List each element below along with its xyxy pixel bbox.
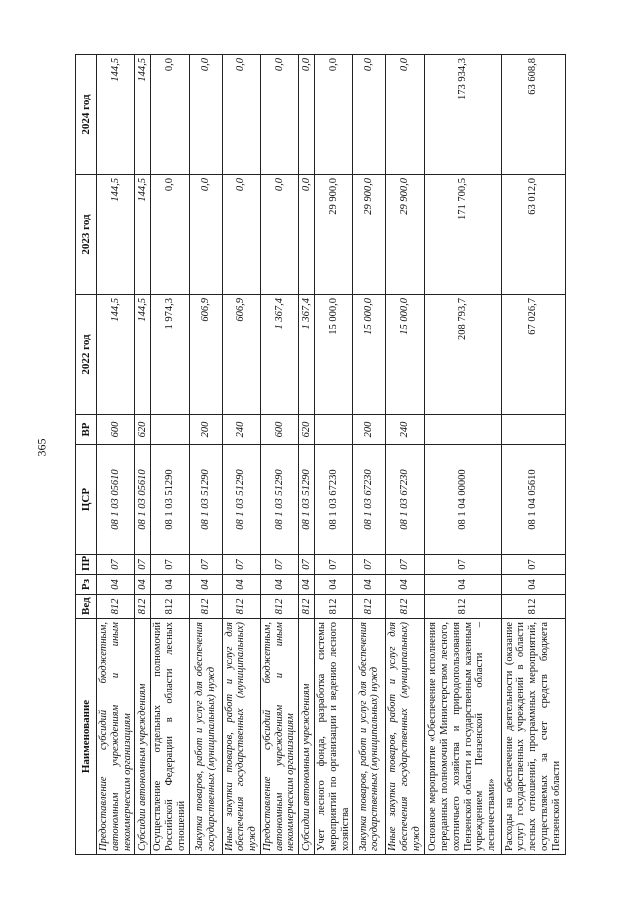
cell-ved: 812 [260,595,298,619]
cell-2023: 144,5 [97,175,135,295]
cell-2022: 144,5 [135,295,151,415]
cell-vr [424,415,501,445]
cell-vr [501,415,565,445]
cell-name: Закупка товаров, работ и услуг для обеспечения государственных (муниципальных) нужд [189,619,222,855]
cell-2024: 0,0 [299,55,315,175]
cell-2022: 15 000,0 [386,295,424,415]
header-2022: 2022 год [76,295,97,415]
cell-vr [151,415,189,445]
cell-pr: 07 [386,555,424,575]
cell-2023: 0,0 [151,175,189,295]
cell-ved: 812 [189,595,222,619]
cell-2022: 1 367,4 [299,295,315,415]
cell-vr: 240 [386,415,424,445]
cell-2023: 0,0 [299,175,315,295]
cell-2024: 0,0 [353,55,386,175]
cell-name: Предоставление субсидий бюджетным, автономным учреждениям и иным некоммерческим организациям [97,619,135,855]
cell-pr: 07 [222,555,260,575]
header-csr: ЦСР [76,445,97,555]
cell-vr: 620 [135,415,151,445]
cell-csr: 08 1 03 51290 [189,445,222,555]
cell-name: Закупка товаров, работ и услуг для обеспечения государственных (муниципальных) нужд [353,619,386,855]
cell-ved: 812 [386,595,424,619]
cell-ved: 812 [135,595,151,619]
cell-ved: 812 [299,595,315,619]
cell-2024: 144,5 [97,55,135,175]
cell-pr: 07 [353,555,386,575]
header-vr: ВР [76,415,97,445]
cell-2023: 29 900,0 [386,175,424,295]
cell-ved: 812 [353,595,386,619]
cell-2023: 63 012,0 [501,175,565,295]
cell-name: Субсидии автономным учреждениям [299,619,315,855]
cell-vr: 200 [353,415,386,445]
cell-name: Учет лесного фонда, разработка системы мероприятий по организации и ведению лесного хозяйства [315,619,353,855]
table-row [315,55,353,855]
cell-csr: 08 1 03 67230 [315,445,353,555]
cell-2024: 144,5 [135,55,151,175]
cell-csr: 08 1 04 00000 [424,445,501,555]
cell-2024: 0,0 [315,55,353,175]
cell-2023: 171 700,5 [424,175,501,295]
cell-name: Осуществление отдельных полномочий Российской Федерации в области лесных отношений [151,619,189,855]
cell-rz: 04 [501,575,565,595]
table-row [353,55,386,855]
cell-vr: 600 [97,415,135,445]
cell-2023: 0,0 [222,175,260,295]
budget-table [75,54,566,855]
header-rz: Рз [76,575,97,595]
cell-name: Предоставление субсидий бюджетным, автономным учреждениям и иным некоммерческим организациям [260,619,298,855]
cell-csr: 08 1 03 67230 [353,445,386,555]
cell-vr: 240 [222,415,260,445]
cell-rz: 04 [135,575,151,595]
cell-vr: 620 [299,415,315,445]
cell-pr: 07 [135,555,151,575]
cell-name: Иные закупки товаров, работ и услуг для обеспечения государственных (муниципальных) нужд [222,619,260,855]
cell-2022: 606,9 [189,295,222,415]
cell-rz: 04 [299,575,315,595]
cell-csr: 08 1 04 05610 [501,445,565,555]
cell-name: Субсидии автономным учреждениям [135,619,151,855]
cell-name: Расходы на обеспечение деятельности (оказание услуг) государственных учреждений в области лесных отношений, программных мероприятий, осуществляемых за счет средств бюджета Пензенской области [501,619,565,855]
cell-pr: 07 [315,555,353,575]
cell-csr: 08 1 03 05610 [97,445,135,555]
cell-ved: 812 [315,595,353,619]
cell-2022: 1 974,3 [151,295,189,415]
cell-csr: 08 1 03 51290 [299,445,315,555]
cell-vr: 200 [189,415,222,445]
table-row [501,55,565,855]
cell-ved: 812 [97,595,135,619]
table-row [189,55,222,855]
cell-2023: 144,5 [135,175,151,295]
table-row [260,55,298,855]
cell-pr: 07 [424,555,501,575]
cell-rz: 04 [260,575,298,595]
cell-csr: 08 1 03 67230 [386,445,424,555]
cell-rz: 04 [189,575,222,595]
table-row [424,55,501,855]
rotated-budget-table-container [75,55,562,855]
header-ved: Вед [76,595,97,619]
cell-pr: 07 [189,555,222,575]
cell-2022: 208 793,7 [424,295,501,415]
cell-ved: 812 [501,595,565,619]
cell-rz: 04 [424,575,501,595]
cell-name: Основное мероприятие «Обеспечение исполнения переданных полномочий Министерством лесного, охотничьего хозяйства и природопользования Пензенской области и государственным казенным учреждением Пензенской области – лесничествами» [424,619,501,855]
cell-2024: 63 608,8 [501,55,565,175]
cell-name: Иные закупки товаров, работ и услуг для обеспечения государственных (муниципальных) нужд [386,619,424,855]
cell-2022: 144,5 [97,295,135,415]
page-number: 365 [34,438,49,457]
cell-2022: 15 000,0 [353,295,386,415]
cell-csr: 08 1 03 05610 [135,445,151,555]
header-2023: 2023 год [76,175,97,295]
cell-vr: 600 [260,415,298,445]
cell-2022: 1 367,4 [260,295,298,415]
cell-2024: 0,0 [189,55,222,175]
cell-pr: 07 [151,555,189,575]
cell-pr: 07 [260,555,298,575]
cell-2024: 173 934,3 [424,55,501,175]
cell-csr: 08 1 03 51290 [222,445,260,555]
cell-2023: 0,0 [189,175,222,295]
cell-2022: 606,9 [222,295,260,415]
cell-2024: 0,0 [151,55,189,175]
cell-rz: 04 [386,575,424,595]
cell-rz: 04 [97,575,135,595]
header-name: Наименование [76,619,97,855]
table-row [135,55,151,855]
cell-2024: 0,0 [260,55,298,175]
cell-2022: 15 000,0 [315,295,353,415]
cell-vr [315,415,353,445]
table-row [386,55,424,855]
table-row [222,55,260,855]
table-row [97,55,135,855]
cell-2023: 0,0 [260,175,298,295]
cell-csr: 08 1 03 51290 [260,445,298,555]
table-row [151,55,189,855]
cell-ved: 812 [222,595,260,619]
header-pr: ПР [76,555,97,575]
cell-rz: 04 [222,575,260,595]
cell-2023: 29 900,0 [353,175,386,295]
cell-pr: 07 [97,555,135,575]
cell-2023: 29 900,0 [315,175,353,295]
cell-pr: 07 [501,555,565,575]
header-2024: 2024 год [76,55,97,175]
cell-2024: 0,0 [222,55,260,175]
cell-2022: 67 026,7 [501,295,565,415]
table-header-row [76,55,97,855]
cell-rz: 04 [151,575,189,595]
cell-2024: 0,0 [386,55,424,175]
cell-ved: 812 [151,595,189,619]
cell-csr: 08 1 03 51290 [151,445,189,555]
table-row [299,55,315,855]
cell-rz: 04 [353,575,386,595]
cell-pr: 07 [299,555,315,575]
cell-rz: 04 [315,575,353,595]
cell-ved: 812 [424,595,501,619]
